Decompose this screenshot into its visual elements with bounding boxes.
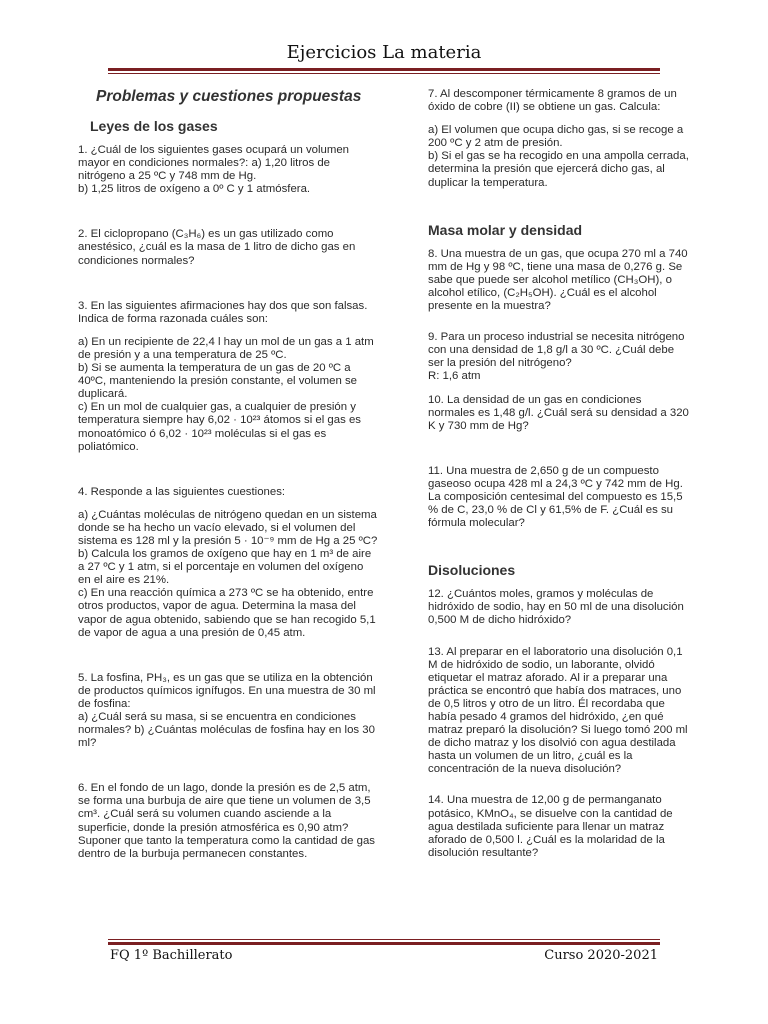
footer-school-year: Curso 2020-2021 [544, 948, 658, 963]
footer-rule [108, 942, 660, 945]
question-3-intro: 3. En las siguientes afirmaciones hay dos que son falsas. Indica de forma razonada cuáles son: [78, 299, 368, 325]
question-4-a: a) ¿Cuántas moléculas de nitrógeno quedan en un sistema donde se ha hecho un vacío elevado, si el volumen del sistema es 128 ml y la presión 5 · 10⁻⁹ mm de Hg a 25 ºC? [78, 508, 378, 547]
section-heading-gases: Leyes de los gases [90, 118, 218, 134]
question-13: 13. Al preparar en el laboratorio una disolución 0,1 M de hidróxido de sodio, un laborante, olvidó etiquetar el matraz aforado. Al ir a preparar una práctica se encontró que había dos matraces, uno de 0,5 litros y otro de un litro. Él recordaba que había pesado 4 gramos del hidróxido, ¿en qué matraz preparó la disolución? Si luego tomó 200 ml de dicho matraz y los disolvió con agua destilada hasta un volumen de un litro, ¿cuál es la concentración de la nueva disolución? [428, 645, 688, 776]
left-column [78, 88, 378, 861]
question-2: 2. El ciclopropano (C₃H₆) es un gas utilizado como anestésico, ¿cuál es la masa de 1 litro de dicho gas en condiciones normales? [78, 228, 356, 267]
section-heading-masa-molar: Masa molar y densidad [428, 221, 583, 238]
question-3-c: c) En un mol de cualquier gas, a cualquier de presión y temperatura siempre hay 6,02 · 10²³ átomos si el gas es monoatómico ó 6,02 · 10²³ moléculas si el gas es poliatómico. [78, 401, 361, 453]
question-4-b: b) Calcula los gramos de oxígeno que hay en 1 m³ de aire a 27 ºC y 1 atm, si el porcentaje en volumen del oxígeno en el aire es 21%. [78, 548, 372, 587]
question-8: 8. Una muestra de un gas, que ocupa 270 ml a 740 mm de Hg y 98 ºC, tiene una masa de 0,276 g. Se sabe que puede ser alcohol metílico (CH₃OH), o alcohol etílico, (C₂H₅OH). ¿Cuál es el alcohol presente en la muestra? [428, 247, 688, 313]
header-rule-thin [108, 73, 660, 74]
question-5: 5. La fosfina, PH₃, es un gas que se utiliza en la obtención de productos químicos ignífugos. En una muestra de 30 ml de fosfina: a) ¿Cuál será su masa, si se encuentra en condiciones normales? b) ¿Cuántas moléculas de fosfina hay en los 30 ml? [78, 671, 376, 750]
question-14: 14. Una muestra de 12,00 g de permanganato potásico, KMnO₄, se disuelve con la cantidad de agua destilada suficiente para llenar un matraz aforado de 0,500 l. ¿Cuál es la molaridad de la disolución resultante? [428, 794, 673, 859]
question-10: 10. La densidad de un gas en condiciones normales es 1,48 g/l. ¿Cuál será su densidad a 320 K y 730 mm de Hg? [428, 393, 689, 432]
section-heading-disoluciones: Disoluciones [428, 562, 516, 579]
question-4-c: c) En una reacción química a 273 ºC se ha obtenido, entre otros productos, vapor de agua. Determina la masa del vapor de agua obtenido, sabiendo que se han recogido 5,1 de vapor de agua a una presión de 0,45 atm. [78, 587, 376, 639]
question-4-intro: 4. Responde a las siguientes cuestiones: [78, 485, 286, 498]
question-7-intro: 7. Al descomponer térmicamente 8 gramos de un óxido de cobre (II) se obtiene un gas. Calcula: [428, 88, 677, 114]
question-9-answer: R: 1,6 atm [428, 370, 481, 383]
question-11: 11. Una muestra de 2,650 g de un compuesto gaseoso ocupa 428 ml a 24,3 ºC y 742 mm de Hg. La composición centesimal del compuesto es 15,5 % de C, 23,0 % de Cl y 61,5% de F. ¿Cuál es su fórmula molecular? [428, 464, 683, 530]
question-7-b: b) Si el gas se ha recogido en una ampolla cerrada, determina la presión que ejercerá dicho gas, al duplicar la temperatura. [428, 150, 689, 189]
question-7-a: a) El volumen que ocupa dicho gas, si se recoge a 200 ºC y 2 atm de presión. [428, 124, 684, 150]
question-12: 12. ¿Cuántos moles, gramos y moléculas de hidróxido de sodio, hay en 50 ml de una disolución 0,500 M de dicho hidróxido? [428, 588, 684, 627]
header-rule [108, 68, 660, 71]
question-1: 1. ¿Cuál de los siguientes gases ocupará un volumen mayor en condiciones normales?: a) 1,20 litros de nitrógeno a 25 ºC y 748 mm de Hg. b) 1,25 litros de oxígeno a 0º C y 1 atmósfera. [78, 144, 350, 196]
footer-course-level: FQ 1º Bachillerato [110, 948, 233, 963]
question-6: 6. En el fondo de un lago, donde la presión es de 2,5 atm, se forma una burbuja de aire que tiene un volumen de 3,5 cm³. ¿Cuál será su volumen cuando asciende a la superficie, donde la presión atmosférica es 0,90 atm? Suponer que tanto la temperatura como la cantidad de gas dentro de la burbuja permanecen constantes. [78, 782, 375, 860]
question-3-b: b) Si se aumenta la temperatura de un gas de 20 ºC a 40ºC, manteniendo la presión constante, el volumen se duplicará. [78, 362, 357, 401]
question-9: 9. Para un proceso industrial se necesita nitrógeno con una densidad de 1,8 g/l a 30 ºC. ¿Cuál debe ser la presión del nitrógeno? [428, 331, 685, 370]
footer-rule-thin [108, 939, 660, 940]
question-3-a: a) En un recipiente de 22,4 l hay un mol de un gas a 1 atm de presión y a una temperatura de 25 ºC. [78, 335, 374, 361]
page-title: Ejercicios La materia [286, 42, 482, 63]
main-heading: Problemas y cuestiones propuestas [96, 88, 362, 105]
right-column [428, 88, 690, 860]
